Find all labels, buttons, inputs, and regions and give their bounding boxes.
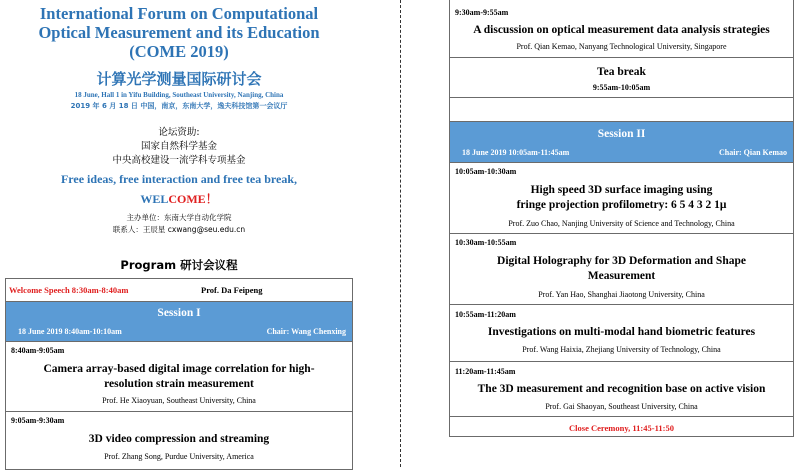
contact: 联系人：王辰星 cxwang@seu.edu.cn xyxy=(112,225,246,234)
venue-english: 18 June, Hall 1 in Yifu Building, Southeast University, Nanjing, China xyxy=(74,91,284,99)
talk-time: 8:40am-9:05am xyxy=(11,346,65,355)
close-ceremony-row xyxy=(450,416,793,438)
talk-title-line-1: High speed 3D surface imaging using xyxy=(530,184,713,196)
talk-row xyxy=(450,304,793,361)
session-2-title: Session II xyxy=(597,128,646,140)
session-2-chair: Chair: Qian Kemao xyxy=(719,148,787,157)
talk-time: 11:20am-11:45am xyxy=(455,367,516,376)
talk-row xyxy=(6,341,352,411)
forum-title-line-2: Optical Measurement and its Education xyxy=(38,23,320,42)
talk-time: 9:30am-9:55am xyxy=(455,8,509,17)
session-2-header xyxy=(450,121,793,162)
welcome-text-part1: WEL xyxy=(140,192,169,206)
left-column xyxy=(0,0,358,467)
talk-speaker: Prof. Qian Kemao, Nanyang Technological University, Singapore xyxy=(516,42,727,51)
welcome-speech-label: Welcome Speech 8:30am-8:40am xyxy=(9,285,129,295)
forum-title-line-1: International Forum on Computational xyxy=(39,4,319,23)
session-1-title: Session I xyxy=(157,307,201,319)
talk-row xyxy=(450,0,793,57)
session-1-date: 18 June 2019 8:40am-10:10am xyxy=(18,327,122,336)
talk-title-line-1: The 3D measurement and recognition base on active vision xyxy=(477,383,766,395)
talk-time: 10:30am-10:55am xyxy=(455,238,517,247)
organizer: 主办单位：东南大学自动化学院 xyxy=(126,213,232,222)
talk-speaker: Prof. Zhang Song, Purdue University, America xyxy=(104,452,254,461)
talk-title-line-1: A discussion on optical measurement data analysis strategies xyxy=(473,24,770,36)
program-table-left xyxy=(5,278,353,470)
welcome-speaker: Prof. Da Feipeng xyxy=(201,285,263,295)
session-2-date: 18 June 2019 10:05am-11:45am xyxy=(462,148,570,157)
talk-title-line-1: Investigations on multi-modal hand biometric features xyxy=(487,326,756,338)
welcome-speech-row xyxy=(6,279,352,301)
funding-university: 中央高校建设一流学科专项基金 xyxy=(112,155,246,166)
funding-label: 论坛资助: xyxy=(158,127,200,138)
talk-title-line-1: Camera array-based digital image correlation for high- xyxy=(43,363,315,375)
welcome-text-part2: COME！ xyxy=(168,192,218,206)
right-column xyxy=(449,0,794,467)
talk-title-line-1: 3D video compression and streaming xyxy=(88,433,270,445)
talk-row xyxy=(450,361,793,416)
talk-speaker: Prof. Zuo Chao, Nanjing University of Science and Technology, China xyxy=(508,219,735,228)
program-label: Program 研讨会议程 xyxy=(120,258,238,272)
close-ceremony: Close Ceremony, 11:45-11:50 xyxy=(569,423,674,433)
talk-title-line-2: fringe projection profilometry: 6 5 4 3 2 1μ xyxy=(516,199,727,211)
talk-time: 9:05am-9:30am xyxy=(11,416,65,425)
talk-row xyxy=(6,411,352,471)
tea-break-time: 9:55am-10:05am xyxy=(592,83,651,92)
talk-row xyxy=(450,233,793,304)
talk-speaker: Prof. He Xiaoyuan, Southeast University, China xyxy=(102,396,256,405)
session-1-chair: Chair: Wang Chenxing xyxy=(266,327,346,336)
spacer-row xyxy=(450,97,793,121)
talk-speaker: Prof. Gai Shaoyan, Southeast University, China xyxy=(545,402,698,411)
slogan: Free ideas, free interaction and free tea break, xyxy=(60,172,298,186)
talk-speaker: Prof. Yan Hao, Shanghai Jiaotong University, China xyxy=(538,290,705,299)
venue-chinese: 2019 年 6 月 18 日 中国，南京，东南大学，逸夫科技馆第一会议厅 xyxy=(70,102,288,110)
tea-break-label: Tea break xyxy=(597,66,646,78)
talk-title-line-2: resolution strain measurement xyxy=(104,378,254,390)
talk-title-line-2: Measurement xyxy=(587,270,656,282)
talk-time: 10:55am-11:20am xyxy=(455,310,516,319)
talk-row xyxy=(450,162,793,233)
talk-time: 10:05am-10:30am xyxy=(455,167,517,176)
welcome-text xyxy=(0,190,358,207)
session-1-header xyxy=(6,301,352,341)
funding-nsfc: 国家自然科学基金 xyxy=(140,141,217,152)
program-table-right xyxy=(449,0,794,437)
talk-title-line-1: Digital Holography for 3D Deformation and Shape xyxy=(497,255,746,267)
forum-title-line-3: (COME 2019) xyxy=(129,42,229,61)
column-divider xyxy=(400,0,401,467)
talk-speaker: Prof. Wang Haixia, Zhejiang University of Technology, China xyxy=(522,345,721,354)
tea-break-row xyxy=(450,57,793,97)
forum-title-chinese: 计算光学测量国际研讨会 xyxy=(96,70,262,88)
